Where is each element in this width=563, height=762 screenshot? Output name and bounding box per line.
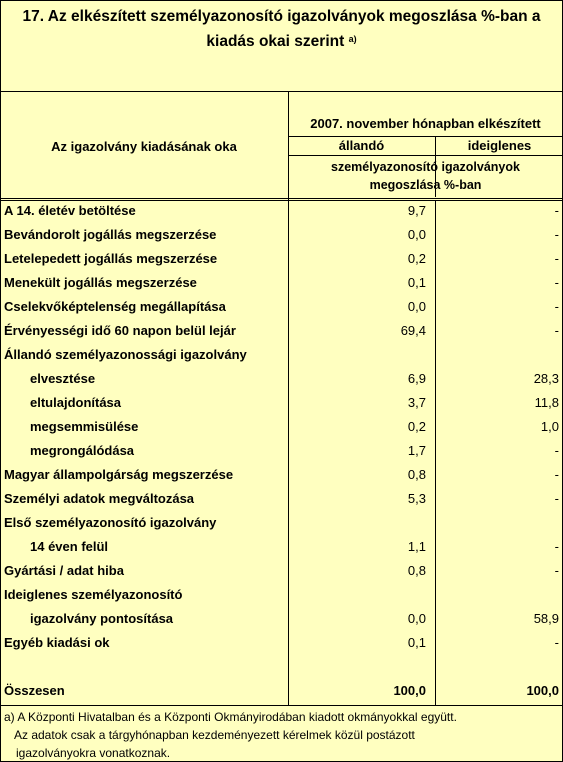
- cell-permanent: 6,9: [407, 371, 426, 386]
- header-period: 2007. november hónapban elkészített: [310, 116, 541, 131]
- row-label: megsemmisülése: [30, 419, 139, 434]
- cell-permanent: 9,7: [407, 203, 426, 218]
- header-rule-bottom-2: [0, 200, 563, 201]
- row-label: 14 éven felül: [30, 539, 109, 554]
- table-bottom-rule: [0, 705, 563, 706]
- cell-permanent: 0,0: [407, 299, 426, 314]
- header-reason: Az igazolvány kiadásának oka: [51, 138, 237, 154]
- header-subtitle-2: megoszlása %-ban: [369, 178, 482, 192]
- row-label: Ideiglenes személyazonosító: [4, 587, 183, 602]
- cell-permanent: 0,2: [407, 251, 426, 266]
- cell-permanent: 0,8: [407, 563, 426, 578]
- table-title: [0, 0, 563, 92]
- footnote-line-2: Az adatok csak a tárgyhónapban kezdeményezett kérelmek közül postázott: [14, 728, 415, 742]
- cell-permanent: 69,4: [400, 323, 426, 338]
- header-permanent: állandó: [338, 138, 385, 153]
- cell-permanent: 0,2: [407, 419, 426, 434]
- cell-temporary: -: [554, 443, 559, 458]
- row-label: Menekült jogállás megszerzése: [4, 275, 197, 290]
- row-label: Állandó személyazonossági igazolvány: [4, 347, 247, 362]
- cell-temporary: 11,8: [534, 395, 559, 410]
- title-line-2-text: kiadás okai szerint: [206, 33, 345, 50]
- cell-permanent: 0,1: [407, 635, 426, 650]
- header-rule-period: [288, 136, 563, 137]
- row-label: A 14. életév betöltése: [4, 203, 136, 218]
- cell-temporary: -: [554, 467, 559, 482]
- row-label: elvesztése: [30, 371, 96, 386]
- cell-permanent: 0,0: [407, 227, 426, 242]
- header-rule-cols: [288, 155, 563, 156]
- cell-permanent: 0,8: [407, 467, 426, 482]
- footnote-line-3: igazolványokra vonatkoznak.: [16, 746, 171, 760]
- title-footnote-marker: a): [348, 34, 357, 44]
- footnote-line-1: a) A Központi Hivatalban és a Központi Okmányirodában kiadott okmányokkal együtt.: [4, 710, 457, 724]
- title-line-1: 17. Az elkészített személyazonosító igazolványok megoszlása %-ban a: [22, 8, 541, 25]
- row-label: Érvényességi idő 60 napon belül lejár: [4, 323, 236, 338]
- cell-permanent: 5,3: [407, 491, 426, 506]
- row-label: Letelepedett jogállás megszerzése: [4, 251, 218, 266]
- header-temporary: ideiglenes: [467, 138, 532, 153]
- row-label: Első személyazonosító igazolvány: [4, 515, 217, 530]
- cell-temporary: -: [554, 203, 559, 218]
- cell-permanent: 1,1: [407, 539, 426, 554]
- cell-temporary: -: [554, 539, 559, 554]
- footnote: [4, 708, 457, 762]
- cell-permanent: 0,0: [407, 611, 426, 626]
- cell-permanent: 0,1: [407, 275, 426, 290]
- title-line-2: [0, 29, 563, 54]
- cell-temporary: -: [554, 275, 559, 290]
- cell-temporary: -: [554, 227, 559, 242]
- cell-permanent: 100,0: [393, 683, 426, 698]
- cell-temporary: -: [554, 323, 559, 338]
- cell-temporary: -: [554, 563, 559, 578]
- cell-temporary: 100,0: [526, 683, 559, 698]
- row-label: eltulajdonítása: [30, 395, 122, 410]
- row-label: megrongálódása: [30, 443, 135, 458]
- header-subtitle-1: személyazonosító igazolványok: [331, 160, 520, 174]
- cell-temporary: 28,3: [533, 371, 559, 386]
- row-label: Bevándorolt jogállás megszerzése: [4, 227, 217, 242]
- cell-permanent: 1,7: [407, 443, 426, 458]
- row-label: Összesen: [4, 683, 65, 698]
- cell-temporary: -: [554, 635, 559, 650]
- row-label: Cselekvőképtelenség megállapítása: [4, 299, 226, 314]
- cell-temporary: 58,9: [533, 611, 559, 626]
- row-label: Személyi adatok megváltozása: [4, 491, 195, 506]
- divider-value-cols: [435, 200, 436, 705]
- cell-temporary: 1,0: [540, 419, 559, 434]
- row-label: Gyártási / adat hiba: [4, 563, 124, 578]
- cell-temporary: -: [554, 491, 559, 506]
- cell-permanent: 3,7: [407, 395, 426, 410]
- cell-temporary: -: [554, 251, 559, 266]
- row-label: Egyéb kiadási ok: [4, 635, 110, 650]
- row-label: igazolvány pontosítása: [30, 611, 174, 626]
- row-label: Magyar állampolgárság megszerzése: [4, 467, 234, 482]
- cell-temporary: -: [554, 299, 559, 314]
